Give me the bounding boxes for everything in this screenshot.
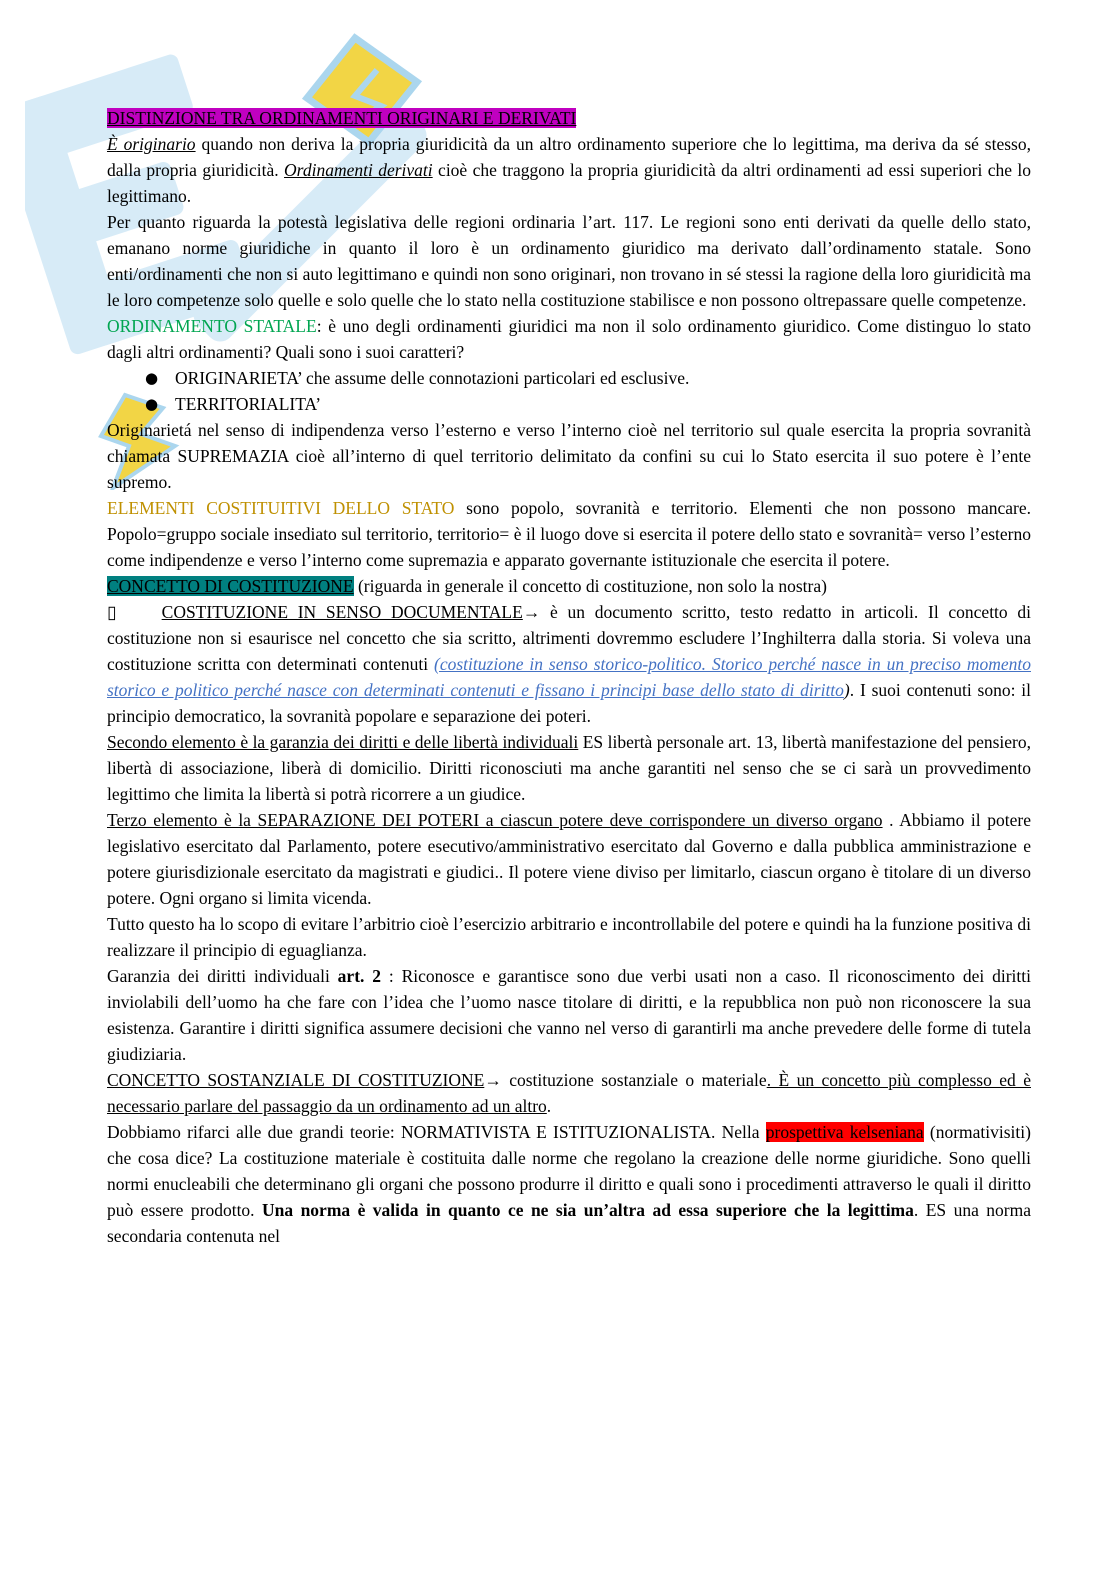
- text-run: quando non deriva la propria giuridicità da un altro ordinamento superiore che lo legittima, ma deriva da sé stesso, dalla propria giuridicità.: [107, 134, 1031, 180]
- text-run: Per quanto riguarda la potestà legislativa delle regioni ordinaria l’art. 117. Le regioni sono enti derivati da quelle dello stato, emanano norme giuridiche in quanto il loro è un ordinamento giuridico ma derivato dall’ordinamento statale. Sono enti/ordinamenti che non si auto legittimano e quindi non sono originari, non trovano in sé stessi la ragione della loro giuridicità ma le loro competenze solo quelle e solo quelle che lo stato nella costituzione stabilisce e non possono oltrepassare quelle competenze.: [107, 212, 1031, 310]
- text-run: . Abbiamo il potere legislativo esercitato dal Parlamento, potere esecutivo/amministrativo esercitato dal Governo e dalla pubblica amministrazione e potere giurisdizionale esercitato da magistrati e giudici.. Il potere viene diviso per limitarlo, ciascun organo è titolare di un diverso potere. Ogni organo si limita vicenda.: [107, 810, 1031, 908]
- text-run: TERRITORIALITA’: [175, 394, 322, 414]
- text-run: → costituzione sostanziale o materiale: [484, 1070, 767, 1090]
- text-run: Terzo elemento è la SEPARAZIONE DEI POTERI a ciascun potere deve corrispondere un diverso organo: [107, 810, 883, 830]
- paragraph-teorie-normativista: [107, 1119, 1031, 1249]
- paragraph-originario-derivati: [107, 131, 1031, 209]
- text-run: sono popolo, sovranità e territorio. Elementi che non possono mancare. Popolo=gruppo sociale insediato sul territorio, territorio= è il luogo dove si esercita il potere dello stato e sovranità= verso l’esterno come indipendenze e verso l’interno come supremazia e apparato governante istituzionale che esercita il potere.: [107, 498, 1032, 570]
- text-run: cioè che traggono la propria giuridicità da altri ordinamenti ad essi superiori che lo legittimano.: [107, 160, 1032, 206]
- paragraph-ordinamento-statale: [107, 313, 1031, 365]
- text-run-red-highlight: prospettiva kelseniana: [765, 1122, 924, 1142]
- text-run: . I suoi contenuti sono: il principio democratico, la sovranità popolare e separazione dei poteri.: [107, 680, 1031, 726]
- text-run-bold: Una norma è valida in quanto ce ne sia un’altra ad essa superiore che la legittima: [262, 1200, 914, 1220]
- list-item: [107, 365, 1031, 391]
- paragraph-potesta-legislativa: [107, 209, 1031, 313]
- text-run: . ES una norma secondaria contenuta nel: [107, 1200, 1031, 1246]
- heading-highlight-teal: CONCETTO DI COSTITUZIONE: [107, 576, 354, 596]
- document-content: [107, 105, 1031, 1249]
- text-run: ): [843, 680, 850, 700]
- text-run: . È un concetto più complesso ed è necessario parlare del passaggio da un ordinamento ad un altro: [107, 1070, 1031, 1116]
- text-run: Secondo elemento è la garanzia dei diritti e delle libertà individuali: [107, 732, 579, 752]
- text-run: Ordinamenti derivati: [284, 160, 433, 180]
- text-run: ES libertà personale art. 13, libertà manifestazione del pensiero, libertà di associazione, liberà di domicilio. Diritti riconosciuti ma anche garantiti nel senso che se ci sarà un provvedimento legittimo che limita la libertà si potrà ricorrere a un giudice.: [107, 732, 1031, 804]
- paragraph-concetto-sostanziale: [107, 1067, 1031, 1119]
- paragraph-originarieta: [107, 417, 1031, 495]
- text-run: ORIGINARIETA’ che assume delle connotazioni particolari ed esclusive.: [175, 368, 690, 388]
- paragraph-garanzia-diritti: [107, 963, 1031, 1067]
- text-run: : Riconosce e garantisce sono due verbi usati non a caso. Il riconoscimento dei diritti inviolabili dell’uomo ha che fare con l’idea che l’uomo nasce titolare di diritti, e la repubblica non può non riconoscere la sua esistenza. Garantire i diritti significa assumere decisioni che vanno nel verso di garantirli ma anche prevedere delle forme di tutela giudiziaria.: [107, 966, 1031, 1064]
- text-run: (normativisiti) che cosa dice? La costituzione materiale è costituita dalle norme che regolano la creazione delle norme giuridiche. Sono quelli normi enucleabili che determinano gli organi che possono produrre il diritto e quali sono i procedimenti attraverso le quali il diritto può essere prodotto.: [107, 1122, 1031, 1220]
- caratteri-bullet-list: [107, 365, 1031, 417]
- text-run: È originario: [107, 134, 196, 154]
- text-run-green: ORDINAMENTO STATALE: [107, 316, 317, 336]
- bullet-icon: ●: [145, 369, 159, 387]
- bullet-icon: ●: [145, 395, 159, 413]
- text-run: → è un documento scritto, testo redatto in articoli. Il concetto di costituzione non si esaurisce nel concetto che sia scritto, altrimenti dovremmo escludere l’Inghilterra dalla storia. Si voleva una costituzione scritta con determinati contenuti: [107, 602, 1031, 674]
- text-run: COSTITUZIONE IN SENSO DOCUMENTALE: [161, 602, 523, 622]
- text-run-olive: ELEMENTI COSTITUITIVI DELLO STATO: [107, 498, 455, 518]
- text-run: Originarietá nel senso di indipendenza verso l’esterno e verso l’interno cioè nel territorio sul quale esercita la propria sovranità chiamata SUPREMAZIA cioè all’interno di quel territorio delimitato da confini su cui lo Stato esercita il suo potere è l’ente supremo.: [107, 420, 1031, 492]
- section-heading-concetto-costituzione: [107, 573, 1031, 599]
- paragraph-secondo-elemento: [107, 729, 1031, 807]
- text-run: .: [546, 1096, 552, 1116]
- list-item: [107, 391, 1031, 417]
- text-run-bold: art. 2: [337, 966, 381, 986]
- text-run: : è uno degli ordinamenti giuridici ma non il solo ordinamento giuridico. Come distinguo lo stato dagli altri ordinamenti? Quali sono i suoi caratteri?: [107, 316, 1031, 362]
- paragraph-terzo-elemento: [107, 807, 1031, 911]
- text-run: CONCETTO SOSTANZIALE DI COSTITUZIONE: [107, 1070, 485, 1090]
- section-heading-distinzione: [107, 105, 1031, 131]
- text-run: Dobbiamo rifarci alle due grandi teorie: NORMATIVISTA E ISTITUZIONALISTA. Nella: [107, 1122, 766, 1142]
- text-run: Garanzia dei diritti individuali: [107, 966, 338, 986]
- paragraph-elementi-costitutivi: [107, 495, 1031, 573]
- text-run: Tutto questo ha lo scopo di evitare l’arbitrio cioè l’esercizio arbitrario e incontrollabile del potere e quindi ha la funzione positiva di realizzare il principio di eguaglianza.: [107, 914, 1031, 960]
- text-run: (riguarda in generale il concetto di costituzione, non solo la nostra): [353, 576, 827, 596]
- heading-highlight-magenta: DISTINZIONE TRA ORDINAMENTI ORIGINARI E DERIVATI: [107, 108, 577, 128]
- text-run-blue: (costituzione in senso storico-politico. Storico perché nasce in un preciso momento storico e politico perché nasce con determinati contenuti e fissano i principi base dello stato di diritto: [107, 654, 1031, 700]
- paragraph-scopo-arbitrio: [107, 911, 1031, 963]
- paragraph-costituzione-documentale: [107, 599, 1031, 729]
- checkbox-glyph-icon: ▯: [107, 602, 117, 622]
